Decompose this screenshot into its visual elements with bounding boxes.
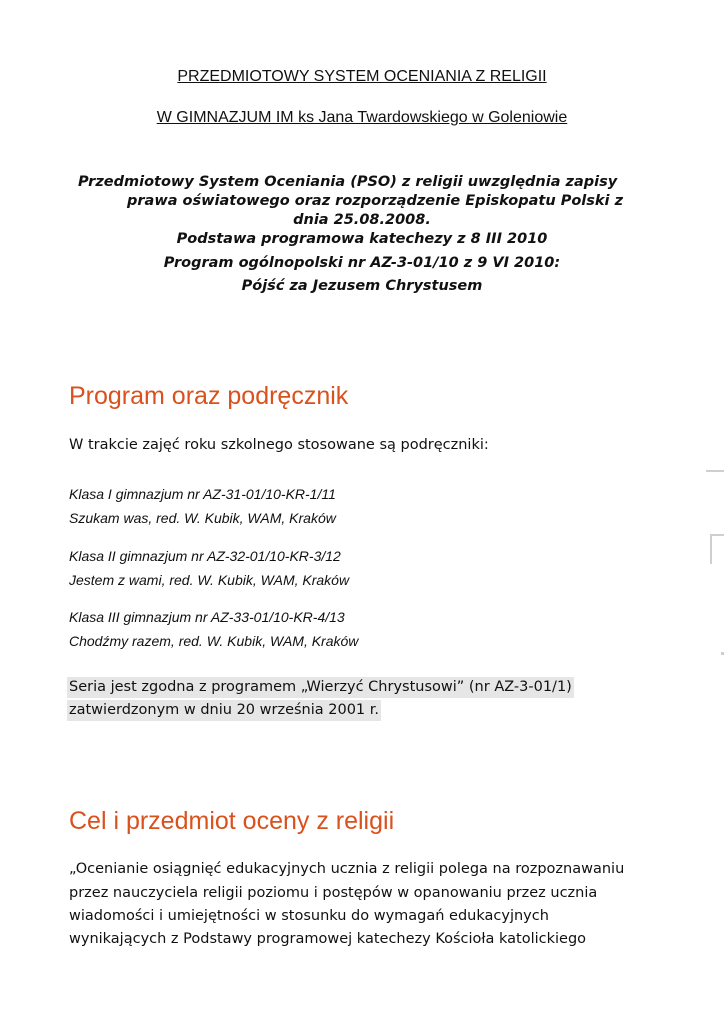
- school-name: W GIMNAZJUM IM ks Jana Twardowskiego w Goleniowie: [156, 109, 568, 126]
- series-note-line-1: Seria jest zgodna z programem „Wierzyć Chrystusowi” (nr AZ-3-01/1): [67, 677, 574, 698]
- pso-line-3: dnia 25.08.2008.: [293, 212, 431, 228]
- goal-paragraph-line-3: wiadomości i umiejętności w stosunku do wymagań edukacyjnych: [69, 908, 549, 924]
- textbook-1-title: Szukam was, red. W. Kubik, WAM, Kraków: [69, 510, 336, 526]
- pso-line-2: prawa oświatowego oraz rozporządzenie Episkopatu Polski z: [127, 193, 624, 209]
- page-edge-mark: [710, 534, 724, 536]
- pso-line-1: Przedmiotowy System Oceniania (PSO) z religii uwzględnia zapisy: [78, 174, 618, 190]
- textbook-3-code: Klasa III gimnazjum nr AZ-33-01/10-KR-4/13: [69, 609, 345, 625]
- document-title: PRZEDMIOTOWY SYSTEM OCENIANIA Z RELIGII: [177, 68, 547, 85]
- pso-line-6: Pójść za Jezusem Chrystusem: [241, 278, 483, 294]
- section-heading-program: Program oraz podręcznik: [69, 382, 349, 410]
- textbooks-intro: W trakcie zajęć roku szkolnego stosowane są podręczniki:: [69, 437, 489, 453]
- textbook-1-code: Klasa I gimnazjum nr AZ-31-01/10-KR-1/11: [69, 486, 336, 502]
- page-edge-mark: [706, 470, 724, 472]
- textbook-2-code: Klasa II gimnazjum nr AZ-32-01/10-KR-3/12: [69, 548, 341, 564]
- textbook-2-title: Jestem z wami, red. W. Kubik, WAM, Kraków: [69, 572, 350, 588]
- section-heading-goal: Cel i przedmiot oceny z religii: [69, 807, 395, 835]
- goal-paragraph-line-4: wynikających z Podstawy programowej katechezy Kościoła katolickiego: [69, 931, 587, 947]
- page-edge-mark: [710, 534, 712, 564]
- series-note-line-2: zatwierdzonym w dniu 20 września 2001 r.: [67, 700, 381, 721]
- pso-line-4: Podstawa programowa katechezy z 8 III 2010: [176, 231, 548, 247]
- goal-paragraph-line-1: „Ocenianie osiągnięć edukacyjnych ucznia z religii polega na rozpoznawaniu: [69, 861, 625, 877]
- textbook-3-title: Chodźmy razem, red. W. Kubik, WAM, Kraków: [69, 633, 359, 649]
- goal-paragraph-line-2: przez nauczyciela religii poziomu i postępów w opanowaniu przez ucznia: [69, 885, 598, 901]
- pso-line-5: Program ogólnopolski nr AZ-3-01/10 z 9 VI 2010:: [163, 255, 561, 271]
